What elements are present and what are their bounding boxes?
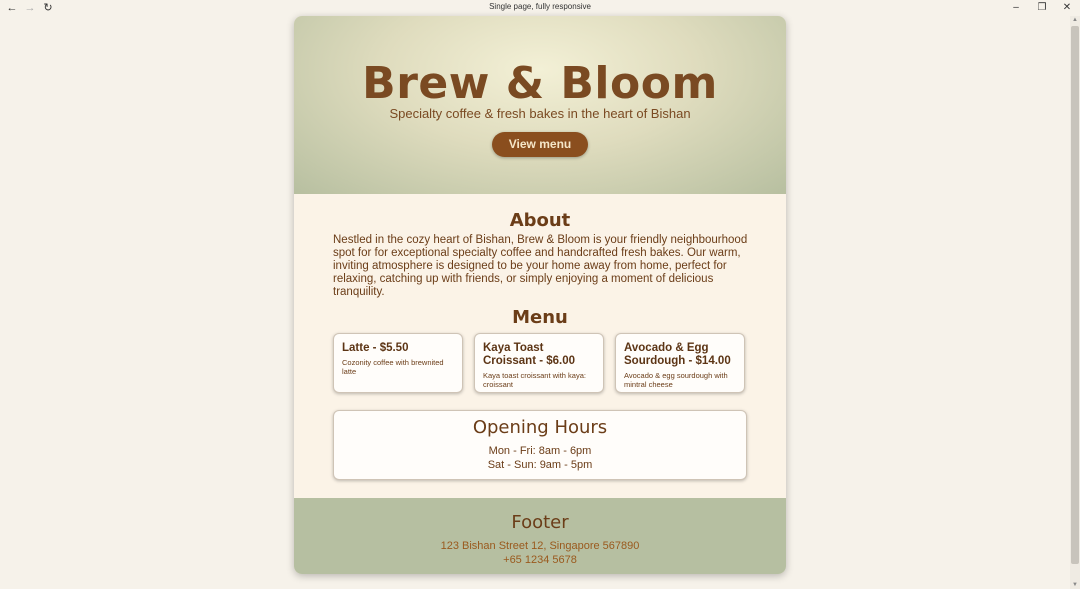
forward-icon[interactable]: → [24,2,36,14]
reload-icon[interactable]: ↻ [43,2,53,14]
view-menu-button[interactable]: View menu [492,132,588,157]
scroll-up-icon[interactable]: ▲ [1072,17,1078,23]
close-icon[interactable]: ✕ [1062,2,1072,13]
menu-item-description: Cozonity coffee with brewnited latte [342,358,444,376]
minimize-icon[interactable]: – [1013,2,1019,13]
menu-item-name: Latte - $5.50 [342,342,409,354]
scroll-thumb[interactable] [1071,26,1079,564]
menu-item-card[interactable] [474,333,604,393]
about-heading: About [509,210,571,231]
vertical-scrollbar[interactable] [1070,16,1080,589]
footer-section [294,498,786,574]
menu-item-name: Avocado & Egg Sourdough - $14.00 [624,342,731,367]
window-title: Single page, fully responsive [489,2,591,11]
menu-heading: Menu [512,307,568,328]
maximize-icon[interactable]: ❐ [1037,2,1047,13]
about-text: Nestled in the cozy heart of Bishan, Brew & Bloom is your friendly neighbourhood spot for for exceptional specialty coffee and handcrafted fresh bakes. Our warm, inviting atmosphere is designed to be your home away from home, perfect for relaxing, catching up with friends, or simply enjoying a moment of delicious tranquility. [333,234,748,298]
menu-item-name: Kaya Toast Croissant - $6.00 [483,342,576,367]
window-titlebar [0,0,1080,16]
page-container [294,16,786,574]
back-icon[interactable]: ← [6,2,18,14]
footer-heading: Footer [511,512,569,533]
hours-weekday: Mon - Fri: 8am - 6pm [488,445,592,457]
hero-subtitle: Specialty coffee & fresh bakes in the heart of Bishan [389,106,691,121]
menu-item-card[interactable] [333,333,463,393]
footer-phone: +65 1234 5678 [503,554,577,566]
opening-hours-card [333,410,747,480]
hero-section [294,16,786,194]
scroll-down-icon[interactable]: ▼ [1072,582,1078,588]
opening-hours-heading: Opening Hours [472,417,608,438]
footer-address: 123 Bishan Street 12, Singapore 567890 [440,540,640,552]
menu-item-description: Kaya toast croissant with kaya: croissant [483,371,586,389]
hours-weekend: Sat - Sun: 9am - 5pm [487,459,593,471]
menu-item-description: Avocado & egg sourdough with mintral cheese [624,371,728,389]
hero-title: Brew & Bloom [362,58,718,109]
menu-item-card[interactable] [615,333,745,393]
